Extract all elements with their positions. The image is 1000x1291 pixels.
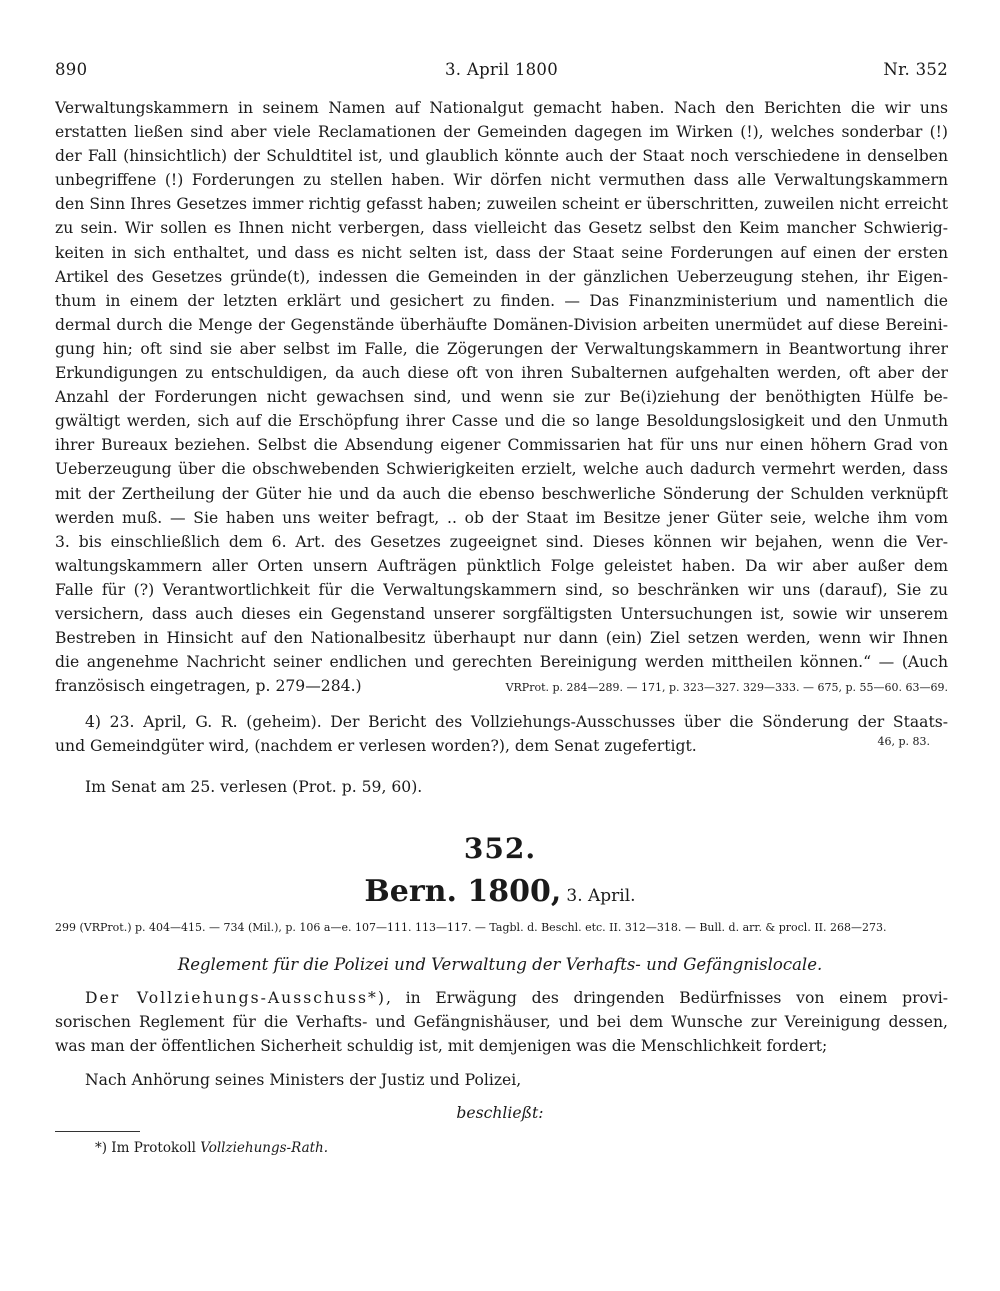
body-line: gwältigt werden, sich auf die Erschöpfung ihrer Casse und die so lange Besoldungslosigkeit und den Unmuth [55, 412, 948, 431]
body-line: versichern, dass auch dieses ein Gegenstand unserer sorgfältigsten Untersuchungen ist, sowie wir unserem [55, 604, 948, 623]
decree-line-2: sorischen Reglement für die Verhafts- und Gefängnishäuser, und bei dem Wunsche zur Vereinigung dessen, [55, 1013, 948, 1032]
footnote-mark: *) Im Protokoll [95, 1140, 196, 1156]
paragraph-4 [55, 710, 948, 758]
body-line: erstatten ließen sind aber viele Reclamationen der Gemeinden dagegen im Wirken (!), welches sonderbar (!) [55, 123, 948, 142]
senate-paragraph [55, 775, 948, 799]
paragraph-4-ref: 46, p. 83. [877, 735, 930, 749]
body-line: ihrer Bureaux beziehen. Selbst die Absendung eigener Commissarien hat für uns nur einen höhern Grad von [55, 436, 948, 455]
senate-line: Im Senat am 25. verlesen (Prot. p. 59, 60). [85, 778, 423, 796]
decree-line-4: Nach Anhörung seines Ministers der Justiz und Polizei, [85, 1071, 522, 1089]
footnote-italic: Vollziehungs-Rath. [200, 1140, 329, 1156]
body-line: Falle für (?) Verantwortlichkeit für die Verwaltungskammern sind, so beschränken wir uns (darauf), Sie zu [55, 580, 948, 599]
page-number: 890 [55, 60, 88, 79]
body-line: der Fall (hinsichtlich) der Schuldtitel ist, und glaublich könnte auch der Staat noch verschiedene in denselben [55, 147, 948, 166]
body-line: gung hin; oft sind sie aber selbst im Falle, die Zögerungen der Verwaltungskammern in Beantwortung ihrer [55, 339, 948, 358]
document-place-date [0, 874, 1000, 909]
page-header [55, 60, 948, 84]
body-line: waltungskammern aller Orten unsern Aufträgen pünktlich Folge geleistet haben. Da wir aber außer dem [55, 556, 948, 575]
decree-beschliesst: beschließt: [456, 1104, 544, 1122]
body-line: mit der Zertheilung der Güter hie und da auch die ebenso beschwerliche Sönderung der Schulden verknüpft [55, 484, 948, 503]
paragraph-4-line-2: und Gemeindgüter wird, (nachdem er verlesen worden?), dem Senat zugefertigt. [55, 737, 697, 756]
document-sources: 299 (VRProt.) p. 404—415. — 734 (Mil.), p. 106 a—e. 107—111. 113—117. — Tagbl. d. Beschl. etc. II. 312—318. — Bull. d. arr. & procl. II. 268—273. [55, 921, 887, 934]
document-title: Reglement für die Polizei und Verwaltung der Verhafts- und Gefängnislocale. [177, 955, 823, 974]
decree-subject: Der Vollziehungs-Ausschuss*) [85, 989, 386, 1007]
footnote-divider [55, 1131, 140, 1132]
body-line: werden muß. — Sie haben uns weiter befragt, .. ob der Staat im Besitze jener Güter seie, welche ihm vom [55, 508, 948, 527]
footnote [95, 1140, 328, 1156]
document-place-year: Bern. 1800, [364, 874, 562, 909]
decree-minister-paragraph [55, 1068, 948, 1092]
header-date: 3. April 1800 [444, 60, 559, 79]
body-line: Bestreben in Hinsicht auf den Nationalbesitz überhaupt nur dann (ein) Ziel setzen werden, wenn wir Ihnen [55, 629, 948, 648]
body-line: 3. bis einschließlich dem 6. Art. des Gesetzes zugeeignet sind. Dieses können wir bejahen, wenn die Ver- [55, 532, 948, 551]
body-line: keiten in sich enthaltet, und dass es nicht selten ist, dass der Staat seine Forderungen auf einen der ersten [55, 243, 948, 262]
body-last-line-ref: VRProt. p. 284—289. — 171, p. 323—327. 329—333. — 675, p. 55—60. 63—69. [505, 681, 948, 694]
header-doc-number: Nr. 352 [883, 60, 948, 79]
body-last-line-text: französisch eingetragen, p. 279—284.) [55, 677, 362, 695]
body-line: Verwaltungskammern in seinem Namen auf Nationalgut gemacht haben. Nach den Berichten die wir uns [55, 99, 948, 117]
body-line: thum in einem der letzten erklärt und gesichert zu finden. — Das Finanzministerium und namentlich die [55, 291, 948, 310]
decree-line-1-rest: , in Erwägung des dringenden Bedürfnisses von einem provi- [385, 989, 948, 1007]
body-line: den Sinn Ihres Gesetzes immer richtig gefasst haben; zuweilen scheint er überschritten, zuweilen nicht erreicht [55, 195, 948, 214]
body-line: Erkundigungen zu entschuldigen, da auch diese oft von ihren Subalternen aufgehalten werden, oft aber der [55, 364, 948, 383]
body-last-line [55, 674, 948, 700]
paragraph-4-line-1: 4) 23. April, G. R. (geheim). Der Bericht des Vollziehungs-Ausschusses über die Sönderung der Staats- [85, 713, 948, 731]
decree-line-3: was man der öffentlichen Sicherheit schuldig ist, mit demjenigen was die Menschlichkeit fordert; [55, 1037, 828, 1056]
body-line: Ueberzeugung über die obschwebenden Schwierigkeiten erzielt, welche auch dadurch vermehrt werden, dass [55, 460, 948, 479]
document-date: 3. April. [566, 886, 636, 906]
body-line: unbegriffene (!) Forderungen zu stellen haben. Wir dörfen nicht vermuthen dass alle Verwaltungskammern [55, 171, 948, 190]
body-line: die angenehme Nachricht seiner endlichen und gerechten Bereinigung werden mittheilen können.“ — (Auch [55, 653, 948, 672]
body-line: zu sein. Wir sollen es Ihnen nicht verbergen, dass vielleicht das Gesetz selbst den Keim mancher Schwierig- [55, 219, 948, 238]
decree-paragraph [55, 986, 948, 1058]
document-number: 352. [463, 832, 537, 865]
body-line: Anzahl der Forderungen nicht gewachsen sind, und wenn sie zur Be(i)ziehung der benöthigten Hülfe be- [55, 388, 948, 407]
body-paragraph [55, 96, 948, 674]
body-line: dermal durch die Menge der Gegenstände überhäufte Domänen-Division arbeiten unermüdet auf diese Bereini- [55, 315, 948, 334]
body-line: Artikel des Gesetzes gründe(t), indessen die Gemeinden in der gänzlichen Ueberzeugung stehen, ihr Eigen- [55, 267, 948, 286]
